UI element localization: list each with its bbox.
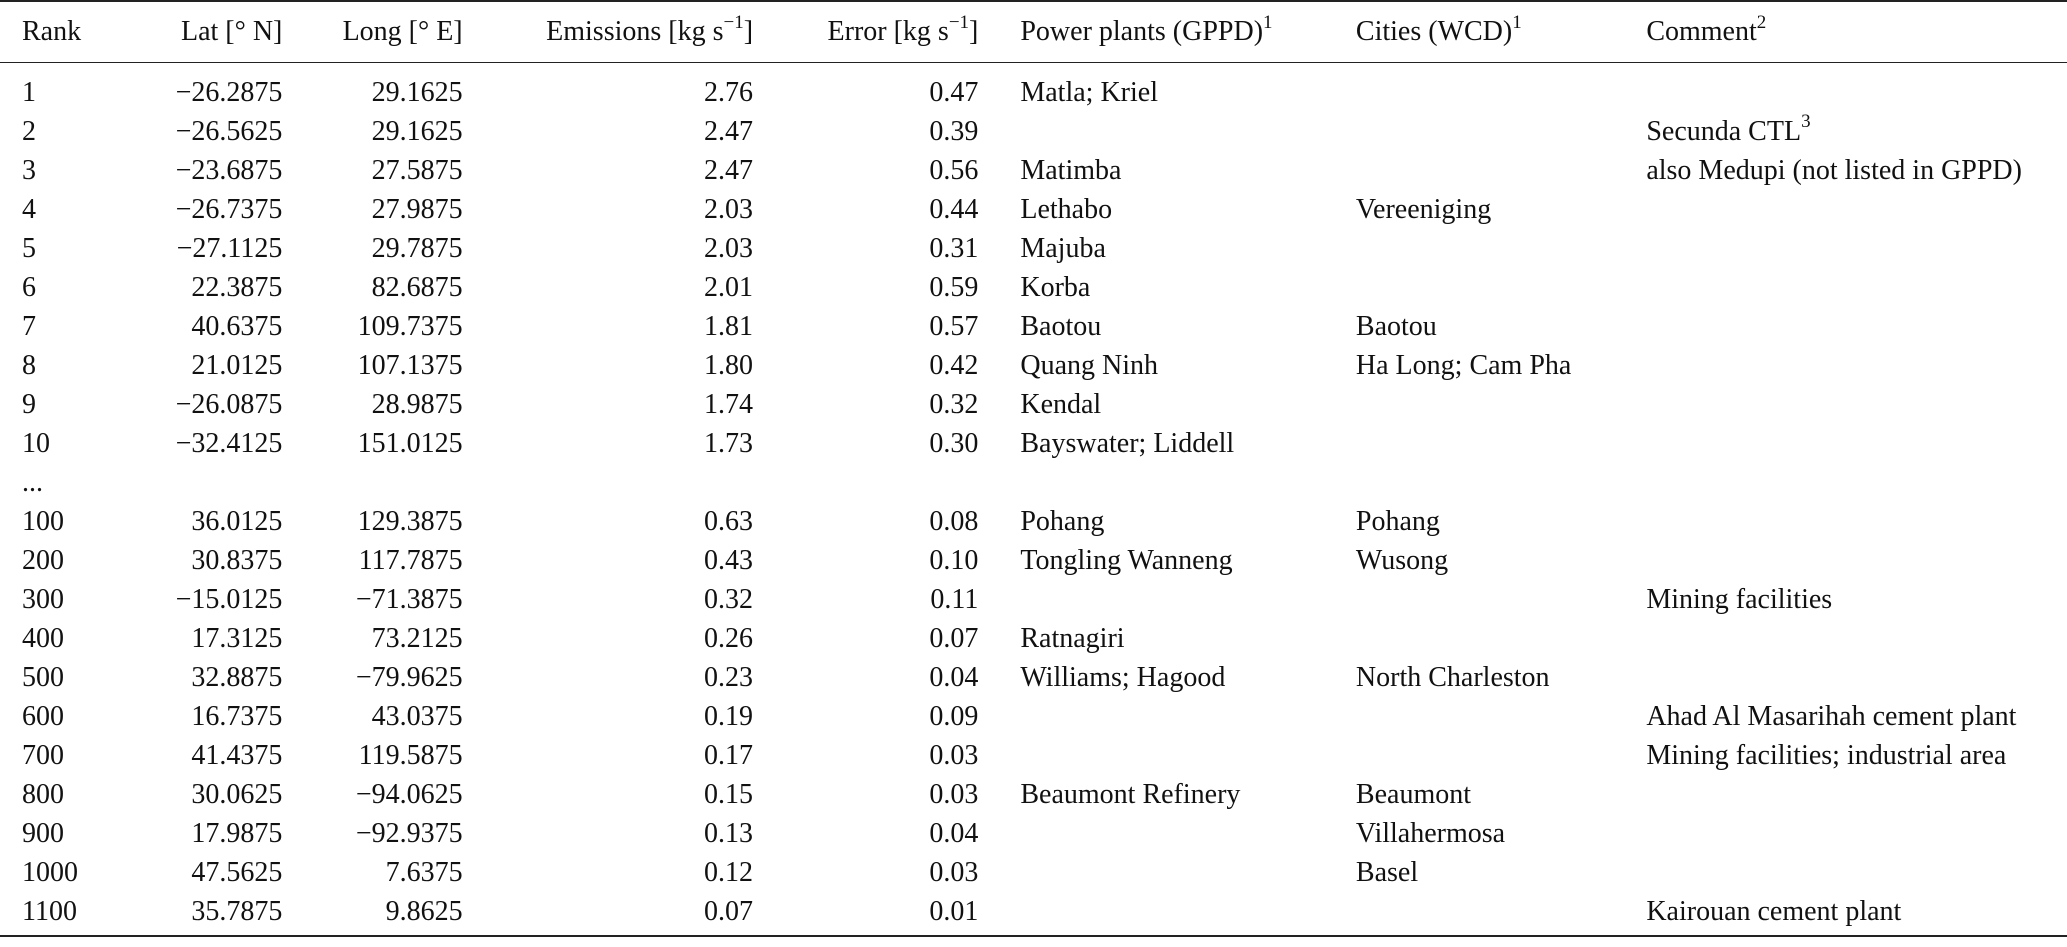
cell-lat: 22.3875 bbox=[191, 271, 283, 303]
cell-emissions: 1.74 bbox=[704, 388, 754, 420]
cell-error: 0.11 bbox=[930, 583, 979, 615]
cell-error: 0.03 bbox=[929, 856, 979, 888]
cell-error: 0.32 bbox=[929, 388, 979, 420]
cell-comment: Mining facilities; industrial area bbox=[1646, 739, 2007, 771]
cell-long: −92.9375 bbox=[355, 817, 463, 849]
cell-lat: −32.4125 bbox=[175, 427, 283, 459]
cell-emissions: 0.43 bbox=[704, 544, 754, 576]
table-row bbox=[0, 658, 2067, 697]
cell-power-plants: Williams; Hagood bbox=[1020, 661, 1226, 693]
cell-power-plants: Korba bbox=[1020, 271, 1091, 303]
cell-rank: 7 bbox=[22, 310, 36, 342]
header-power-plants: Power plants (GPPD)$^1$ bbox=[978, 1, 1356, 62]
cell-long: 9.8625 bbox=[282, 892, 462, 936]
cell-comment bbox=[1646, 62, 2067, 112]
cell-long: 119.5875 bbox=[358, 739, 463, 771]
cell-emissions: 0.12 bbox=[704, 856, 754, 888]
cell-cities: Baotou bbox=[1355, 310, 1437, 342]
cell-cities: Villahermosa bbox=[1355, 817, 1506, 849]
cell-cities: Pohang bbox=[1355, 505, 1440, 537]
table-row bbox=[0, 385, 2067, 424]
footnote-marker: 3 bbox=[1801, 111, 1811, 133]
cell-error: 0.39 bbox=[929, 115, 979, 147]
cell-power-plants bbox=[978, 697, 1356, 736]
cell-lat: 40.6375 bbox=[191, 310, 283, 342]
cell-long: −71.3875 bbox=[355, 583, 463, 615]
cell-rank: 300 bbox=[22, 583, 64, 615]
cell-error: 0.59 bbox=[929, 271, 979, 303]
cell-cities: North Charleston bbox=[1355, 661, 1550, 693]
table-row bbox=[0, 541, 2067, 580]
table-row bbox=[0, 229, 2067, 268]
table-row bbox=[0, 853, 2067, 892]
table-row bbox=[0, 268, 2067, 307]
cell-lat: 47.5625 bbox=[191, 856, 283, 888]
cell-cities: Basel bbox=[1355, 856, 1419, 888]
cell-rank: 500 bbox=[22, 661, 64, 693]
cell-cities: Wusong bbox=[1355, 544, 1449, 576]
cell-long: 27.9875 bbox=[371, 193, 463, 225]
cell-lat: −26.5625 bbox=[175, 115, 283, 147]
table-row bbox=[0, 307, 2067, 346]
cell-power-plants bbox=[978, 853, 1356, 892]
cell-long: 109.7375 bbox=[357, 310, 463, 342]
cell-rank: 400 bbox=[22, 622, 64, 654]
cell-rank: 600 bbox=[22, 700, 64, 732]
cell-lat: 17.3125 bbox=[191, 622, 283, 654]
table-row bbox=[0, 502, 2067, 541]
cell-lat: 41.4375 bbox=[191, 739, 283, 771]
cell-comment: Ahad Al Masarihah cement plant bbox=[1646, 700, 2017, 732]
cell-rank: 1100 bbox=[0, 892, 122, 936]
cell-emissions: 1.80 bbox=[704, 349, 754, 381]
cell-power-plants bbox=[978, 814, 1356, 853]
cell-rank: 3 bbox=[22, 154, 36, 186]
cell-error: 0.03 bbox=[929, 778, 979, 810]
header-cities: Cities (WCD)$^1$ bbox=[1356, 1, 1646, 62]
header-long: Long [° E] bbox=[282, 1, 462, 62]
cell-error: 0.47 bbox=[929, 76, 979, 108]
cell-power-plants bbox=[978, 892, 1356, 936]
cell-error: 0.56 bbox=[929, 154, 979, 186]
cell-long: 107.1375 bbox=[357, 349, 463, 381]
cell-lat: 21.0125 bbox=[191, 349, 283, 381]
cell-comment bbox=[1646, 853, 2067, 892]
cell-error: 0.44 bbox=[929, 193, 979, 225]
cell-emissions: 0.32 bbox=[704, 583, 754, 615]
cell-long: −79.9625 bbox=[355, 661, 463, 693]
cell-emissions: 0.23 bbox=[704, 661, 754, 693]
cell-rank: 1000 bbox=[22, 856, 78, 888]
cell-comment: also Medupi (not listed in GPPD) bbox=[1646, 154, 2022, 186]
cell-comment bbox=[1646, 385, 2067, 424]
cell-lat: −27.1125 bbox=[176, 232, 283, 264]
cell-comment bbox=[1646, 619, 2067, 658]
table-row bbox=[0, 151, 2067, 190]
cell-lat bbox=[122, 463, 282, 502]
cell-comment: Kairouan cement plant bbox=[1646, 892, 2067, 936]
cell-cities: Beaumont bbox=[1355, 778, 1471, 810]
cell-cities: Vereeniging bbox=[1355, 193, 1492, 225]
cell-emissions bbox=[463, 463, 753, 502]
header-row bbox=[0, 1, 2067, 62]
cell-power-plants bbox=[978, 112, 1356, 151]
cell-power-plants bbox=[978, 736, 1356, 775]
cell-lat: 30.0625 bbox=[191, 778, 283, 810]
cell-rank: 10 bbox=[22, 427, 50, 459]
cell-long: 29.7875 bbox=[371, 232, 463, 264]
cell-long: 7.6375 bbox=[385, 856, 463, 888]
header-comment: Comment$^2$ bbox=[1646, 1, 2067, 62]
cell-rank: 4 bbox=[22, 193, 36, 225]
cell-lat: 35.7875 bbox=[122, 892, 282, 936]
cell-error: 0.03 bbox=[929, 739, 979, 771]
cell-error: 0.31 bbox=[929, 232, 979, 264]
cell-emissions: 2.01 bbox=[704, 271, 754, 303]
cell-rank: 800 bbox=[22, 778, 64, 810]
cell-cities bbox=[1356, 268, 1646, 307]
cell-emissions: 0.15 bbox=[704, 778, 754, 810]
cell-emissions: 0.63 bbox=[704, 505, 754, 537]
cell-error: 0.09 bbox=[929, 700, 979, 732]
cell-error: 0.08 bbox=[929, 505, 979, 537]
cell-rank: 9 bbox=[22, 388, 36, 420]
cell-cities bbox=[1356, 736, 1646, 775]
table-row bbox=[0, 463, 2067, 502]
cell-emissions: 0.13 bbox=[704, 817, 754, 849]
cell-comment bbox=[1646, 775, 2067, 814]
cell-comment: Mining facilities bbox=[1646, 583, 1833, 615]
table-row bbox=[0, 619, 2067, 658]
cell-emissions: 1.73 bbox=[704, 427, 754, 459]
cell-comment bbox=[1646, 190, 2067, 229]
cell-cities bbox=[1356, 697, 1646, 736]
cell-power-plants: Tongling Wanneng bbox=[1020, 544, 1233, 576]
cell-cities bbox=[1356, 619, 1646, 658]
cell-comment bbox=[1646, 424, 2067, 463]
table-row bbox=[0, 424, 2067, 463]
cell-lat: −26.0875 bbox=[175, 388, 283, 420]
cell-emissions: 1.81 bbox=[704, 310, 754, 342]
cell-comment bbox=[1646, 658, 2067, 697]
cell-comment bbox=[1646, 814, 2067, 853]
cell-comment bbox=[1646, 229, 2067, 268]
cell-lat: 17.9875 bbox=[191, 817, 283, 849]
cell-error: 0.04 bbox=[929, 817, 979, 849]
table-header bbox=[0, 1, 2067, 62]
cell-power-plants: Majuba bbox=[1020, 232, 1106, 264]
cell-comment bbox=[1646, 268, 2067, 307]
table-row bbox=[0, 892, 2067, 936]
cell-power-plants: Matla; Kriel bbox=[1020, 76, 1158, 108]
cell-rank: 5 bbox=[22, 232, 36, 264]
cell-error: 0.01 bbox=[753, 892, 978, 936]
cell-lat: −26.2875 bbox=[175, 76, 283, 108]
cell-cities bbox=[1356, 112, 1646, 151]
cell-cities: Ha Long; Cam Pha bbox=[1355, 349, 1572, 381]
cell-emissions: 2.76 bbox=[704, 76, 754, 108]
table-row bbox=[0, 736, 2067, 775]
cell-comment bbox=[1646, 541, 2067, 580]
cell-long: 82.6875 bbox=[371, 271, 463, 303]
cell-long: 129.3875 bbox=[357, 505, 463, 537]
cell-rank: 1 bbox=[22, 76, 36, 108]
table-body bbox=[0, 62, 2067, 936]
cell-comment bbox=[1646, 502, 2067, 541]
table-row bbox=[0, 580, 2067, 619]
cell-cities bbox=[1356, 424, 1646, 463]
cell-emissions: 2.47 bbox=[704, 115, 754, 147]
cell-power-plants: Quang Ninh bbox=[1020, 349, 1159, 381]
cell-lat: −15.0125 bbox=[175, 583, 283, 615]
table-row bbox=[0, 814, 2067, 853]
cell-cities bbox=[1356, 151, 1646, 190]
header-rank: Rank bbox=[0, 1, 122, 62]
cell-emissions: 0.07 bbox=[463, 892, 753, 936]
cell-power-plants: Lethabo bbox=[1020, 193, 1113, 225]
cell-cities bbox=[1356, 385, 1646, 424]
cell-long: 151.0125 bbox=[357, 427, 463, 459]
cell-long: −94.0625 bbox=[355, 778, 463, 810]
cell-lat: 16.7375 bbox=[191, 700, 283, 732]
cell-emissions: 2.47 bbox=[704, 154, 754, 186]
cell-emissions: 0.26 bbox=[704, 622, 754, 654]
cell-long: 28.9875 bbox=[371, 388, 463, 420]
cell-comment bbox=[1646, 346, 2067, 385]
header-error: Error [kg $s^{-1}$] bbox=[753, 1, 978, 62]
cell-power-plants: Bayswater; Liddell bbox=[1020, 427, 1235, 459]
cell-rank: 200 bbox=[22, 544, 64, 576]
table-row bbox=[0, 697, 2067, 736]
cell-error: 0.04 bbox=[929, 661, 979, 693]
table-row bbox=[0, 190, 2067, 229]
cell-long: 117.7875 bbox=[358, 544, 463, 576]
cell-power-plants: Matimba bbox=[1020, 154, 1122, 186]
cell-power-plants bbox=[978, 580, 1356, 619]
cell-power-plants: Pohang bbox=[1020, 505, 1105, 537]
cell-power-plants: Kendal bbox=[1020, 388, 1102, 420]
cell-long: 29.1625 bbox=[371, 115, 463, 147]
cell-lat: −26.7375 bbox=[175, 193, 283, 225]
table-row bbox=[0, 62, 2067, 112]
table-row bbox=[0, 775, 2067, 814]
table-row bbox=[0, 346, 2067, 385]
cell-power-plants: Ratnagiri bbox=[1020, 622, 1125, 654]
table-row bbox=[0, 112, 2067, 151]
cell-lat: 30.8375 bbox=[191, 544, 283, 576]
cell-long: 29.1625 bbox=[371, 76, 463, 108]
cell-rank: ... bbox=[22, 466, 43, 498]
cell-rank: 6 bbox=[22, 271, 36, 303]
cell-emissions: 2.03 bbox=[704, 193, 754, 225]
cell-rank: 8 bbox=[22, 349, 36, 381]
cell-power-plants: Baotou bbox=[1020, 310, 1102, 342]
cell-lat: 36.0125 bbox=[191, 505, 283, 537]
cell-long bbox=[282, 463, 462, 502]
cell-rank: 2 bbox=[22, 115, 36, 147]
cell-error: 0.30 bbox=[929, 427, 979, 459]
cell-long: 73.2125 bbox=[371, 622, 463, 654]
cell-lat: −23.6875 bbox=[175, 154, 283, 186]
cell-error: 0.57 bbox=[929, 310, 979, 342]
cell-comment: Secunda CTL$^3$ bbox=[1646, 111, 1811, 147]
cell-cities bbox=[1356, 229, 1646, 268]
cell-emissions: 2.03 bbox=[704, 232, 754, 264]
cell-emissions: 0.19 bbox=[704, 700, 754, 732]
cell-cities bbox=[1356, 463, 1646, 502]
cell-rank: 900 bbox=[22, 817, 64, 849]
cell-error bbox=[753, 463, 978, 502]
cell-long: 43.0375 bbox=[371, 700, 463, 732]
cell-long: 27.5875 bbox=[371, 154, 463, 186]
cell-comment bbox=[1646, 463, 2067, 502]
cell-lat: 32.8875 bbox=[191, 661, 283, 693]
cell-error: 0.42 bbox=[929, 349, 979, 381]
cell-error: 0.07 bbox=[929, 622, 979, 654]
cell-comment bbox=[1646, 307, 2067, 346]
cell-rank: 100 bbox=[22, 505, 64, 537]
cell-rank: 700 bbox=[22, 739, 64, 771]
cell-power-plants: Beaumont Refinery bbox=[1020, 778, 1241, 810]
cell-power-plants bbox=[978, 463, 1356, 502]
header-emissions: Emissions [kg $s^{-1}$] bbox=[463, 1, 753, 62]
cell-cities bbox=[1356, 892, 1646, 936]
cell-cities bbox=[1356, 580, 1646, 619]
header-lat: Lat [° N] bbox=[122, 1, 282, 62]
cell-cities bbox=[1356, 62, 1646, 112]
cell-emissions: 0.17 bbox=[704, 739, 754, 771]
cell-error: 0.10 bbox=[929, 544, 979, 576]
